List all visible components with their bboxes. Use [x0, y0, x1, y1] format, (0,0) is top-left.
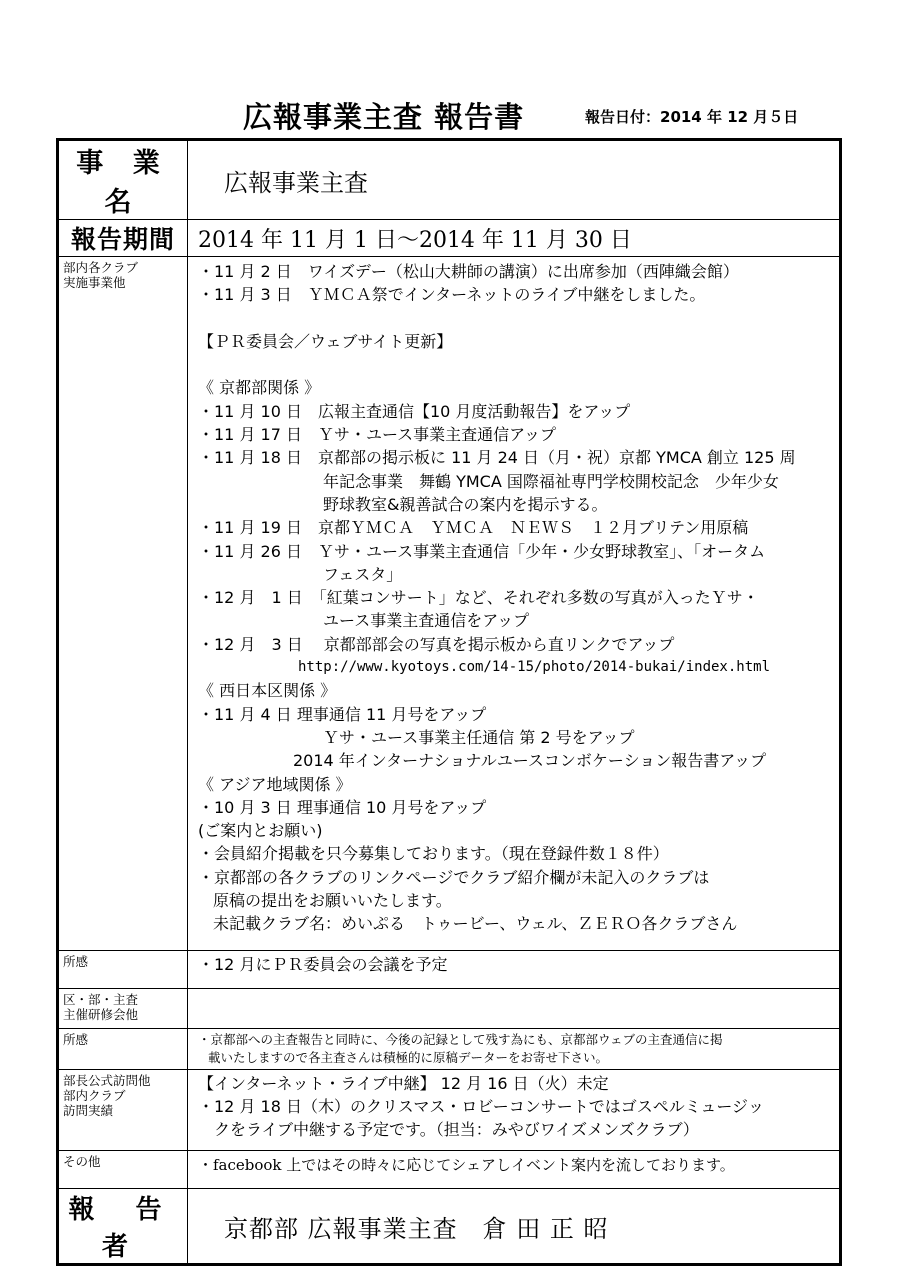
- impressions2-line: ・京都部への主査報告と同時に、今後の記録として残す為にも、京都部ウェブの主査通信に掲: [198, 1032, 723, 1047]
- event-line: ・11 月 10 日 広報主査通信【10 月度活動報告】をアップ: [198, 401, 631, 421]
- row-impressions-2: [58, 1029, 841, 1070]
- visits-line: 【インターネット・ライブ中継】 12 月 16 日（火）未定: [198, 1074, 609, 1093]
- training-value: [188, 989, 841, 1029]
- impressions2-value: [188, 1029, 841, 1070]
- impressions1-label: 所感: [58, 951, 188, 989]
- row-other: [58, 1151, 841, 1189]
- event-line: 《 京都部関係 》: [198, 378, 321, 398]
- event-line: ・11 月 19 日 京都ＹＭＣＡ ＹＭＣＡ ＮＥＷＳ １２月ブリテン用原稿: [198, 518, 749, 538]
- page-title: 広報事業主査 報告書: [243, 100, 525, 134]
- impressions1-value: ・12 月にＰＲ委員会の会議を予定: [188, 951, 841, 989]
- event-line: 【ＰＲ委員会／ウェブサイト更新】: [198, 331, 453, 351]
- visits-line: クをライブ中継する予定です。（担当：みやびワイズメンズクラブ）: [214, 1120, 699, 1139]
- row-reporter: [58, 1189, 841, 1265]
- event-line: ユース事業主査通信をアップ: [323, 611, 530, 631]
- club-events-label: [58, 257, 188, 951]
- event-line: (ご案内とお願い): [198, 821, 323, 841]
- event-line: ・京都部の各クラブのリンクページでクラブ紹介欄が未記入のクラブは: [198, 867, 710, 887]
- club-events-content: [188, 257, 841, 951]
- event-url: http://www.kyotoys.com/14-15/photo/2014-bukai/index.html: [298, 659, 771, 676]
- club-events-label-line: 部内各クラブ: [63, 260, 139, 275]
- visits-label-line: 部長公式訪問他: [63, 1073, 151, 1088]
- visits-label: [58, 1070, 188, 1151]
- row-club-events: [58, 257, 841, 951]
- event-line: 《 西日本区関係 》: [198, 681, 337, 701]
- event-line: 未記載クラブ名：めいぷる トゥービー、ウェル、ＺＥＲＯ各クラブさん: [213, 914, 738, 934]
- training-label-line: 主催研修会他: [63, 1007, 139, 1022]
- impressions2-label: 所感: [58, 1029, 188, 1070]
- row-period: [58, 220, 841, 257]
- event-line: ・10 月 3 日 理事通信 10 月号をアップ: [198, 797, 487, 817]
- row-visits: [58, 1070, 841, 1151]
- event-line: 《 アジア地域関係 》: [198, 774, 352, 794]
- event-line: ・11 月 26 日 Ｙサ・ユース事業主査通信「少年・少女野球教室」、「オータム: [198, 541, 766, 561]
- event-line: ・11 月 3 日 ＹＭＣＡ祭でインターネットのライブ中継をしました。: [198, 285, 706, 305]
- event-line: 原稿の提出をお願いいたします。: [213, 891, 452, 911]
- event-line: ・12 月 1 日 「紅葉コンサート」など、それぞれ多数の写真が入ったＹサ・: [198, 588, 759, 608]
- event-line: ・会員紹介掲載を只今募集しております。（現在登録件数１８件）: [198, 844, 669, 864]
- business-name-label: 事 業 名: [58, 140, 188, 220]
- training-label: [58, 989, 188, 1029]
- other-value: ・facebook 上ではその時々に応じてシェアしイベント案内を流しております。: [188, 1151, 841, 1189]
- impressions2-line: 載いたしますので各主査さんは積極的に原稿データーをお寄せ下さい。: [208, 1050, 609, 1065]
- reporter-label: 報 告 者: [58, 1189, 188, 1265]
- visits-label-line: 部内クラブ: [63, 1088, 126, 1103]
- event-line: フェスタ」: [323, 564, 403, 584]
- row-impressions-1: [58, 951, 841, 989]
- row-training: [58, 989, 841, 1029]
- period-value: 2014 年 11 月 1 日～2014 年 11 月 30 日: [188, 220, 841, 257]
- event-line: ・11 月 2 日 ワイズデー（松山大耕師の講演）に出席参加（西陣織会館）: [198, 262, 739, 281]
- event-line: ・11 月 17 日 Ｙサ・ユース事業主査通信アップ: [198, 425, 557, 445]
- other-label: その他: [58, 1151, 188, 1189]
- period-label: 報告期間: [58, 220, 188, 257]
- event-line: [198, 353, 835, 376]
- row-business-name: [58, 140, 841, 220]
- reporter-value: 京都部 広報事業主査 倉 田 正 昭: [188, 1189, 841, 1265]
- event-line: 2014 年インターナショナルユースコンボケーション報告書アップ: [293, 751, 767, 771]
- visits-label-line: 訪問実績: [63, 1103, 114, 1118]
- visits-value: [188, 1070, 841, 1151]
- report-table: [56, 138, 842, 1266]
- business-name-value: 広報事業主査: [188, 140, 841, 220]
- event-line: ・11 月 4 日 理事通信 11 月号をアップ: [198, 704, 487, 724]
- event-line: Ｙサ・ユース事業主任通信 第 2 号をアップ: [323, 727, 635, 747]
- visits-line: ・12 月 18 日（木）のクリスマス・ロビーコンサートではゴスペルミュージッ: [198, 1097, 765, 1116]
- event-line: 年記念事業 舞鶴 YMCA 国際福祉専門学校開校記念 少年少女: [323, 471, 779, 491]
- club-events-label-line: 実施事業他: [63, 275, 126, 290]
- training-label-line: 区・部・主査: [63, 992, 139, 1007]
- event-line: ・11 月 18 日 京都部の掲示板に 11 月 24 日（月・祝）京都 YMCA 創立 125 周: [198, 448, 796, 468]
- event-line: ・12 月 3 日 京都部部会の写真を掲示板から直リンクでアップ: [198, 634, 675, 654]
- report-date: 報告日付：2014 年 12 月５日: [585, 108, 799, 126]
- event-line: [198, 307, 835, 330]
- event-line: 野球教室&親善試合の案内を掲示する。: [323, 494, 608, 514]
